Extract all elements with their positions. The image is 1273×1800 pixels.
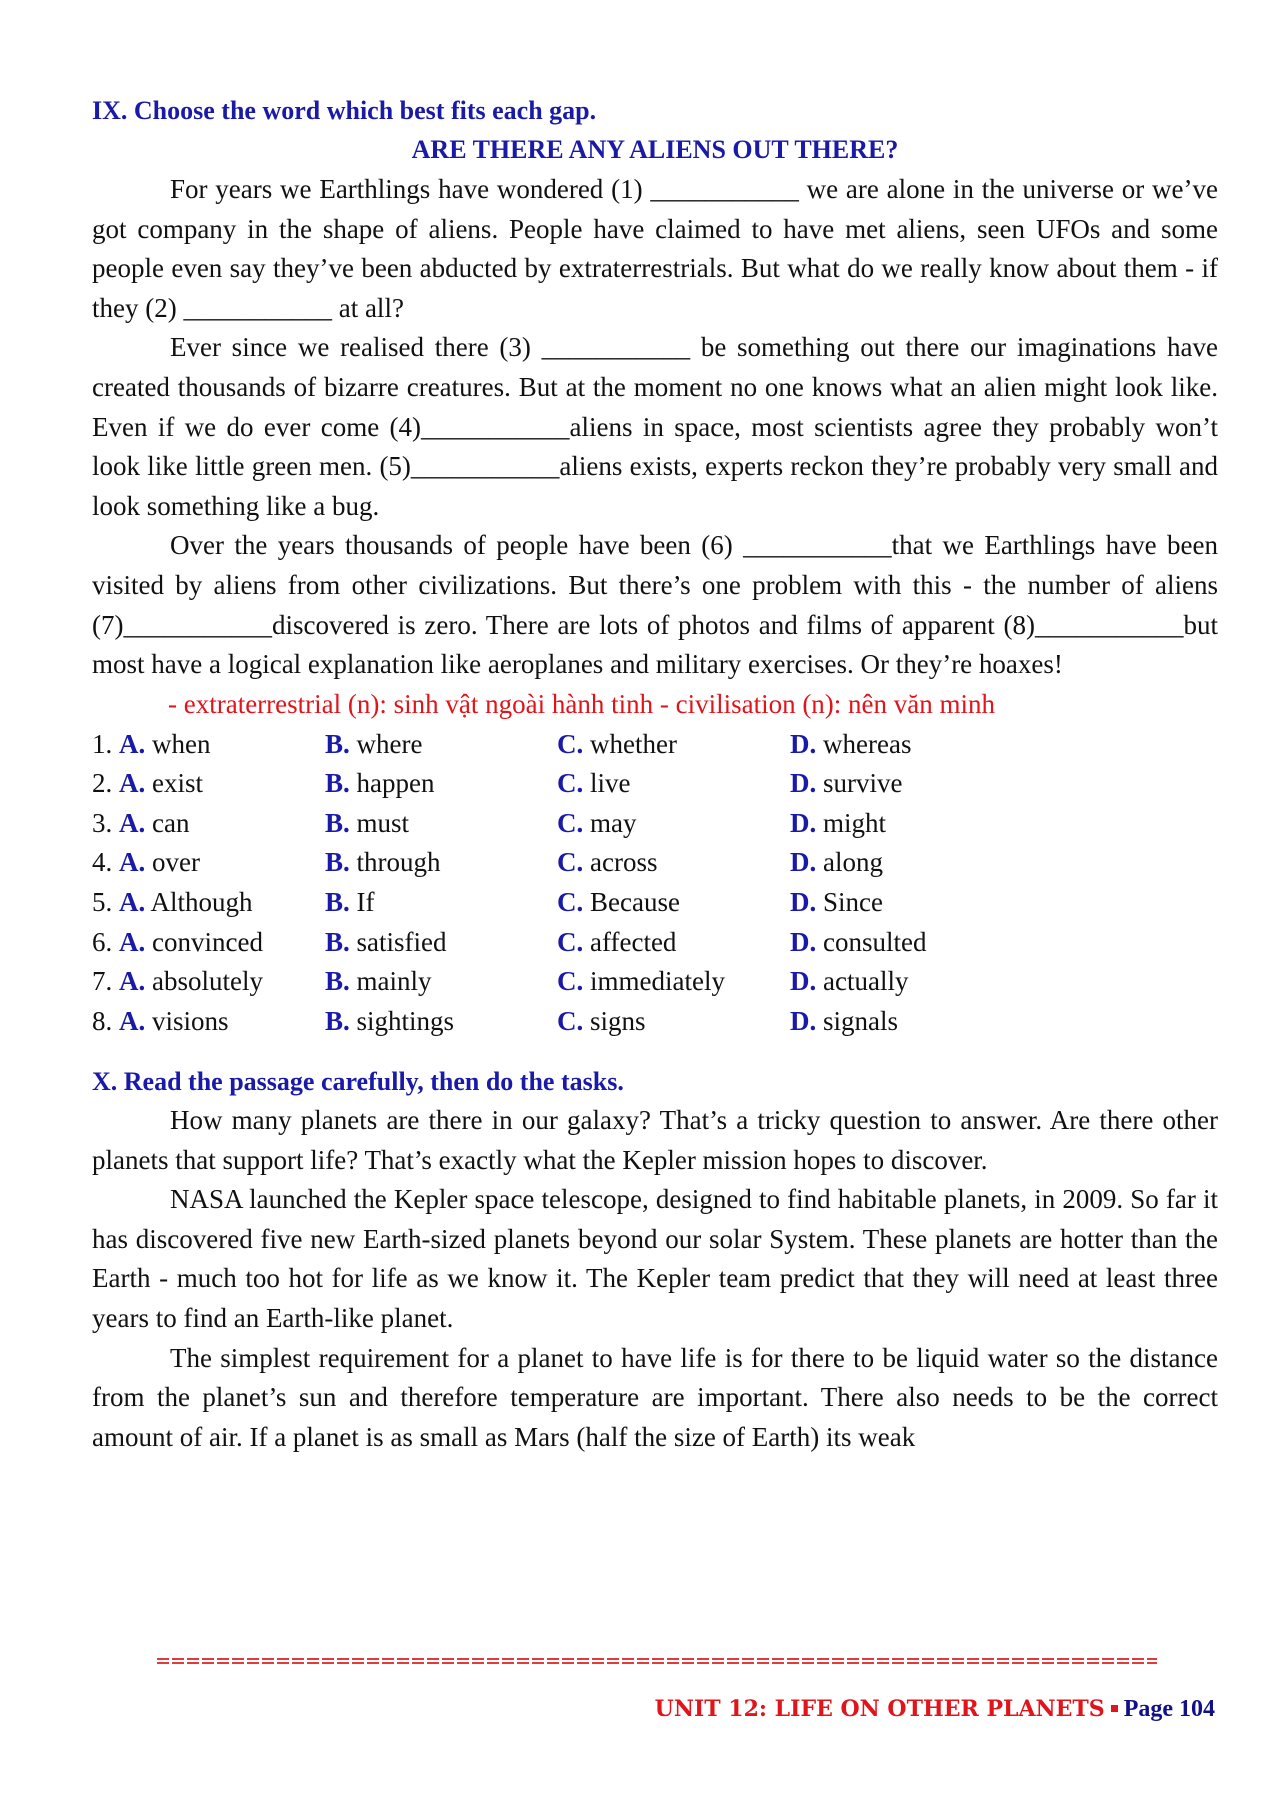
- option-a: [92, 843, 325, 883]
- option-letter: A.: [119, 926, 146, 957]
- option-text: If: [356, 886, 375, 917]
- question-number: 4.: [92, 847, 113, 878]
- option-letter: D.: [790, 1005, 817, 1036]
- option-text: along: [823, 847, 883, 878]
- option-letter: D.: [790, 768, 817, 799]
- option-letter: C.: [557, 966, 584, 997]
- option-d: [790, 764, 926, 804]
- question-row: [92, 962, 926, 1002]
- passage-paragraph: NASA launched the Kepler space telescope, designed to find habitable planets, in 2009. So far it has discovered five new Earth-sized planets beyond our solar System. These planets are hotter than the Earth - much too hot for life as we know it. The Kepler team predict that they will need at least three years to find an Earth-like planet.: [92, 1184, 1218, 1334]
- option-a: [92, 764, 325, 804]
- question-row: [92, 883, 926, 923]
- option-c: [557, 843, 790, 883]
- option-a: [92, 922, 325, 962]
- passage-paragraph: The simplest requirement for a planet to have life is for there to be liquid water so the distance from the planet’s sun and therefore temperature are important. There also needs to be the correct amount of air. If a planet is as small as Mars (half the size of Earth) its weak: [92, 1342, 1218, 1452]
- option-letter: A.: [119, 728, 146, 759]
- question-row: [92, 1001, 926, 1041]
- option-text: absolutely: [152, 966, 263, 997]
- option-c: [557, 724, 790, 764]
- option-text: across: [590, 847, 658, 878]
- option-text: consulted: [823, 926, 927, 957]
- section-ix-heading: IX. Choose the word which best fits each gap.: [92, 96, 597, 125]
- option-b: [325, 1001, 557, 1041]
- option-text: convinced: [152, 926, 263, 957]
- option-text: affected: [590, 926, 677, 957]
- option-letter: C.: [557, 1005, 584, 1036]
- question-number: 6.: [92, 926, 113, 957]
- option-letter: C.: [557, 926, 584, 957]
- option-b: [325, 804, 557, 844]
- options-table: [92, 724, 926, 1041]
- passage-paragraph: How many planets are there in our galaxy? That’s a tricky question to answer. Are there other planets that support life? That’s exactly what the Kepler mission hopes to discover.: [92, 1105, 1218, 1175]
- option-d: [790, 962, 926, 1002]
- option-b: [325, 962, 557, 1002]
- question-number: 2.: [92, 768, 113, 799]
- question-number: 5.: [92, 886, 113, 917]
- unit-title: UNIT 12: LIFE ON OTHER PLANETS: [654, 1696, 1105, 1722]
- option-text: sightings: [356, 1005, 455, 1036]
- option-text: whether: [590, 728, 677, 759]
- option-letter: C.: [557, 768, 584, 799]
- option-letter: D.: [790, 847, 817, 878]
- option-text: over: [152, 847, 200, 878]
- option-text: where: [356, 728, 423, 759]
- option-letter: D.: [790, 886, 817, 917]
- question-row: [92, 764, 926, 804]
- option-b: [325, 843, 557, 883]
- option-c: [557, 922, 790, 962]
- bullet-square-icon: [1111, 1705, 1118, 1712]
- option-c: [557, 883, 790, 923]
- option-letter: A.: [119, 886, 146, 917]
- option-d: [790, 724, 926, 764]
- glossary-note: - extraterrestrial (n): sinh vật ngoài hành tinh - civilisation (n): nên văn minh: [168, 688, 996, 719]
- option-text: whereas: [823, 728, 912, 759]
- option-text: live: [590, 768, 631, 799]
- option-d: [790, 843, 926, 883]
- passage-title: ARE THERE ANY ALIENS OUT THERE?: [411, 135, 899, 164]
- option-b: [325, 922, 557, 962]
- option-c: [557, 1001, 790, 1041]
- option-text: survive: [823, 768, 903, 799]
- option-letter: D.: [790, 807, 817, 838]
- option-letter: B.: [325, 728, 350, 759]
- question-number: 3.: [92, 807, 113, 838]
- option-b: [325, 764, 557, 804]
- option-a: [92, 804, 325, 844]
- option-text: signals: [823, 1005, 899, 1036]
- option-text: Because: [590, 886, 680, 917]
- option-text: happen: [356, 768, 435, 799]
- question-number: 1.: [92, 728, 113, 759]
- question-row: [92, 804, 926, 844]
- option-c: [557, 962, 790, 1002]
- option-text: signs: [590, 1005, 646, 1036]
- document-page: [92, 92, 1218, 1457]
- option-a: [92, 883, 325, 923]
- option-letter: A.: [119, 1005, 146, 1036]
- option-letter: C.: [557, 886, 584, 917]
- option-letter: A.: [119, 807, 146, 838]
- option-d: [790, 922, 926, 962]
- option-letter: C.: [557, 728, 584, 759]
- option-text: exist: [152, 768, 203, 799]
- question-number: 8.: [92, 1005, 113, 1036]
- page-footer: [655, 1696, 1215, 1723]
- option-letter: A.: [119, 847, 146, 878]
- footer-divider: [157, 1656, 1157, 1668]
- option-text: through: [356, 847, 441, 878]
- option-letter: D.: [790, 926, 817, 957]
- passage-paragraph: For years we Earthlings have wondered (1) ___________ we are alone in the universe or we’ve got company in the shape of aliens. People have claimed to have met aliens, seen UFOs and some people even say they’ve been abducted by extraterrestrials. But what do we really know about them - if they (2) ___________ at all?: [92, 174, 1218, 323]
- option-text: might: [823, 807, 887, 838]
- passage-paragraph: Over the years thousands of people have been (6) ___________that we Earthlings have been visited by aliens from other civilizations. But there’s one problem with this - the number of aliens (7)___________discovered is zero. There are lots of photos and films of apparent (8)___________but most have a logical explanation like aeroplanes and military exercises. Or they’re hoaxes!: [92, 530, 1218, 680]
- option-letter: D.: [790, 728, 817, 759]
- option-letter: C.: [557, 807, 584, 838]
- option-text: Although: [150, 886, 253, 917]
- option-letter: D.: [790, 966, 817, 997]
- option-d: [790, 1001, 926, 1041]
- passage-paragraph: Ever since we realised there (3) ___________ be something out there our imaginations have created thousands of bizarre creatures. But at the moment no one knows what an alien might look like. Even if we do ever come (4)___________aliens in space, most scientists agree they probably won’t look like little green men. (5)___________aliens exists, experts reckon they’re probably very small and look something like a bug.: [92, 332, 1218, 521]
- option-letter: B.: [325, 847, 350, 878]
- option-c: [557, 804, 790, 844]
- option-d: [790, 804, 926, 844]
- option-text: Since: [823, 886, 883, 917]
- option-b: [325, 724, 557, 764]
- option-text: satisfied: [356, 926, 447, 957]
- option-letter: B.: [325, 926, 350, 957]
- option-a: [92, 724, 325, 764]
- option-letter: B.: [325, 807, 350, 838]
- option-letter: B.: [325, 1005, 350, 1036]
- option-text: visions: [152, 1005, 229, 1036]
- option-letter: C.: [557, 847, 584, 878]
- option-b: [325, 883, 557, 923]
- option-letter: B.: [325, 966, 350, 997]
- option-letter: A.: [119, 966, 146, 997]
- option-letter: B.: [325, 768, 350, 799]
- option-text: must: [356, 807, 410, 838]
- question-number: 7.: [92, 966, 113, 997]
- option-a: [92, 962, 325, 1002]
- option-text: when: [152, 728, 211, 759]
- option-text: actually: [823, 966, 909, 997]
- option-text: can: [152, 807, 190, 838]
- option-d: [790, 883, 926, 923]
- section-x-heading: X. Read the passage carefully, then do the tasks.: [92, 1067, 624, 1097]
- option-text: mainly: [356, 966, 432, 997]
- option-text: may: [590, 807, 637, 838]
- option-c: [557, 764, 790, 804]
- question-row: [92, 724, 926, 764]
- option-letter: B.: [325, 886, 350, 917]
- page-number: Page 104: [1123, 1696, 1215, 1722]
- question-row: [92, 843, 926, 883]
- option-text: immediately: [590, 966, 725, 997]
- question-row: [92, 922, 926, 962]
- option-a: [92, 1001, 325, 1041]
- option-letter: A.: [119, 768, 146, 799]
